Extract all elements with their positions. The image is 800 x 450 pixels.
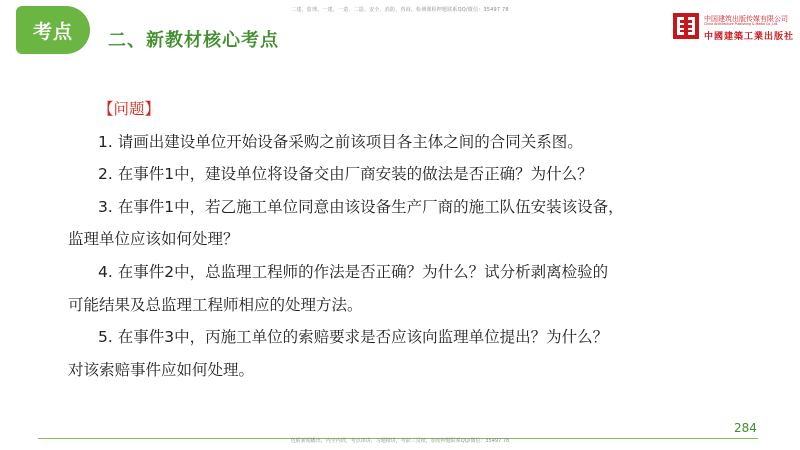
section-label: 【问题】 <box>98 100 161 118</box>
section-badge: 考点 <box>16 6 90 54</box>
publisher-name-calligraphy: 中國建築工業出版社 <box>704 32 795 42</box>
question-4-continued: 可能结果及总监理工程师相应的处理方法。 <box>68 295 363 314</box>
publisher-brand <box>672 12 795 42</box>
bottom-watermark: 包附新闻播出，内全内训，考点串讲，习题精讲，考前三页纸，加密押题联系QQ/微信：35497 78 <box>290 438 510 444</box>
question-1: 1. 请画出建设单位开始设备采购之前该项目各主体之间的合同关系图。 <box>98 132 583 151</box>
question-5: 5. 在事件3中，丙施工单位的索赔要求是否应该向监理单位提出？为什么？ <box>98 328 609 347</box>
publisher-name-en: China Architecture Publishing & Media Co.,Ltd. <box>704 22 779 26</box>
question-3: 3. 在事件1中，若乙施工单位同意由该设备生产厂商的施工队伍安装该设备， <box>98 197 624 216</box>
page-title: 二、新教材核心考点 <box>108 30 279 51</box>
question-4: 4. 在事件2中，总监理工程师的作法是否正确？为什么？试分析剥离检验的 <box>98 262 609 281</box>
question-list <box>68 93 758 386</box>
page-number: 284 <box>734 421 757 435</box>
publisher-name-cn: 中国建筑出版传媒有限公司 <box>704 15 788 23</box>
question-2: 2. 在事件1中，建设单位将设备交由厂商安装的做法是否正确？为什么？ <box>98 165 593 184</box>
top-watermark: 二建、监理、一建、一造、二造、安全、消防、咨询、检测课程押题联系QQ/微信：35497 78 <box>291 7 509 13</box>
question-5-continued: 对该索赔事件应如何处理。 <box>68 360 255 379</box>
question-3-continued: 监理单位应该如何处理？ <box>68 230 239 249</box>
publisher-logo-icon <box>672 12 700 40</box>
